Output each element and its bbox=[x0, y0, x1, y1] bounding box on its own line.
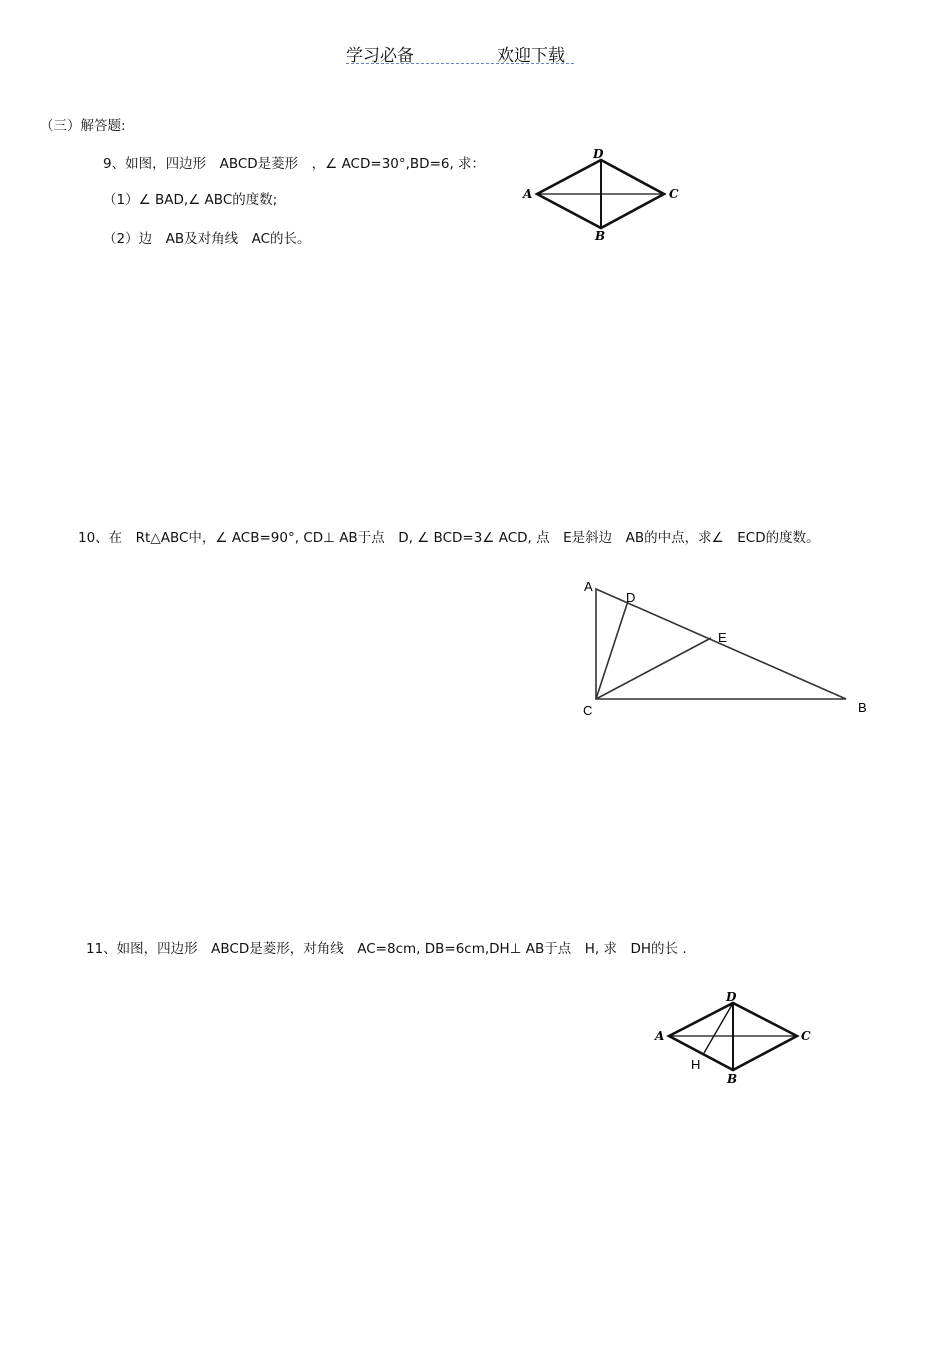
q9-stem: 9、如图，四边形 ABCD是菱形 ，∠ ACD=30°,BD=6, 求： bbox=[103, 156, 486, 172]
q9-label-b: B bbox=[595, 229, 606, 243]
header-right: 欢迎下载 bbox=[497, 46, 565, 66]
q10-label-d: D bbox=[626, 590, 636, 605]
q11-label-c: C bbox=[801, 1029, 811, 1043]
q9-part2: （2）边 AB及对角线 AC的长。 bbox=[103, 231, 311, 247]
q11-label-d: D bbox=[726, 990, 737, 1004]
q9-label-d: D bbox=[593, 147, 604, 161]
q11-label-a: A bbox=[655, 1029, 665, 1043]
q10-label-a: A bbox=[584, 579, 593, 594]
q11-label-b: B bbox=[727, 1072, 738, 1086]
header-left: 学习必备 bbox=[346, 46, 414, 66]
q11-label-h: H bbox=[691, 1057, 701, 1072]
q10-label-b: B bbox=[858, 700, 867, 715]
q10-label-c: C bbox=[583, 703, 593, 718]
q9-label-a: A bbox=[523, 187, 533, 201]
q9-part1: （1）∠ BAD,∠ ABC的度数; bbox=[103, 192, 278, 208]
q10-stem: 10、在 Rt△ABC中，∠ ACB=90°, CD⊥ AB于点 D, ∠ BCD=3∠ ACD, 点 E是斜边 AB的中点，求∠ ECD的度数。 bbox=[78, 530, 820, 546]
q10-label-e: E bbox=[718, 630, 727, 645]
section-title: （三）解答题: bbox=[40, 118, 126, 134]
q11-stem: 11、如图，四边形 ABCD是菱形，对角线 AC=8cm, DB=6cm,DH⊥ AB于点 H, 求 DH的长 . bbox=[86, 941, 687, 957]
q9-label-c: C bbox=[669, 187, 679, 201]
